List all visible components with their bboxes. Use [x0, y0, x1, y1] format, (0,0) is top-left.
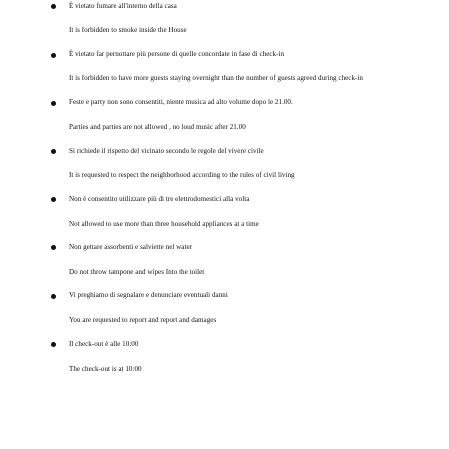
rule-text-italian: Non gettare assorbenti e salviette nel water	[69, 243, 193, 251]
rule-text-english: You are requested to report and report and damages	[69, 316, 217, 324]
rule-text-italian: Non è consentito utilizzare più di tre elettrodomestici alla volta	[69, 195, 250, 203]
rule-text-english: Parties and parties are not allowed , no loud music after 21.00	[69, 123, 246, 131]
rule-text-italian: È vietato fumare all'interno della casa	[69, 2, 177, 10]
bullet-icon	[51, 294, 56, 299]
bullet-icon	[51, 197, 56, 202]
rule-text-italian: Si richiede il rispetto del vicinato secondo le regole del vivere civile	[69, 147, 264, 155]
bullet-icon	[51, 149, 56, 154]
rule-text-italian: Vi preghiamo di segnalare e denunciare eventuali danni	[69, 291, 228, 299]
bullet-icon	[51, 342, 56, 347]
rule-text-english: It is requested to respect the neighborhood according to the rules of civil living	[69, 171, 295, 179]
rule-text-english: Not allowed to use more than three household appliances at a time	[69, 220, 259, 228]
bullet-icon	[51, 53, 56, 58]
rule-text-english: It is forbidden to have more guests staying overnight than the number of guests agreed during check-in	[69, 74, 363, 82]
bullet-icon	[51, 101, 56, 106]
bullet-icon	[51, 4, 56, 9]
rule-text-english: The check-out is at 10:00	[69, 365, 142, 373]
rule-text-italian: È vietato far pernottare più persone di quelle concordate in fase di check-in	[69, 50, 285, 58]
rule-text-english: It is forbidden to smoke inside the House	[69, 26, 187, 34]
bullet-icon	[51, 245, 56, 250]
rule-text-italian: Il check-out è alle 10:00	[69, 340, 139, 348]
rule-text-english: Do not throw tampone and wipes Into the toilet	[69, 268, 205, 276]
rule-text-italian: Feste e party non sono consentiti, niente musica ad alto volume dopo le 21.00.	[69, 98, 293, 106]
